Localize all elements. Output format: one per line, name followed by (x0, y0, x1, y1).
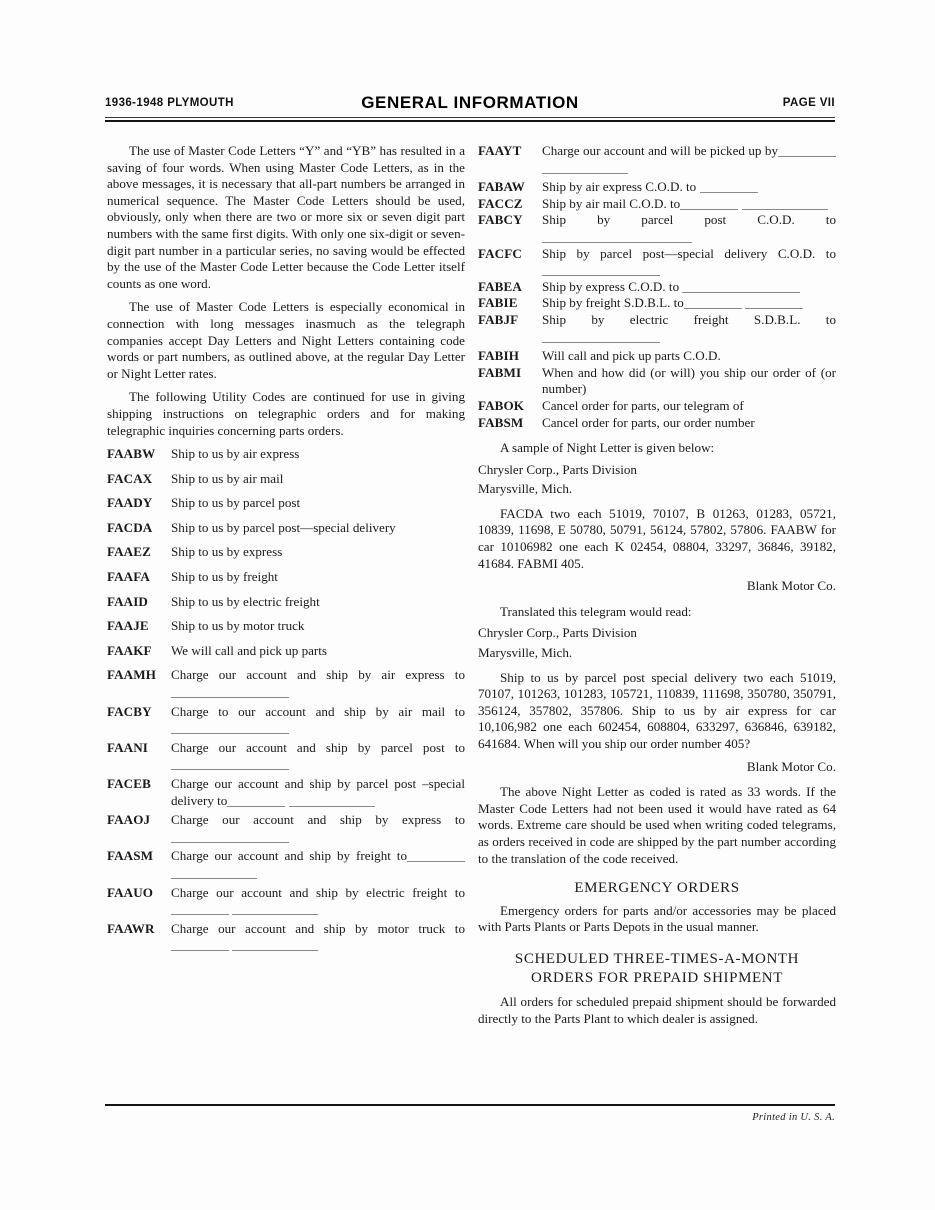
right-column (478, 143, 836, 1034)
code-description: Charge our account and ship by motor truck to (171, 921, 465, 954)
code-description: Will call and pick up parts C.O.D. (542, 348, 721, 364)
code-description: Cancel order for parts, our telegram of (542, 397, 744, 413)
code-label: FAASM (107, 848, 154, 864)
fill-in-blank (171, 842, 289, 843)
code-description: Charge our account and ship by parcel post to (171, 740, 465, 773)
header-page-number: PAGE VII (782, 97, 835, 109)
code-entry (107, 776, 465, 809)
code-label: FABIE (478, 295, 518, 311)
code-entry (107, 495, 465, 512)
fill-in-blank (227, 806, 285, 807)
code-label: FAAKF (107, 642, 152, 658)
footer-rule (105, 1104, 835, 1106)
code-label: FAABW (107, 446, 156, 462)
code-description: Ship to us by electric freight (171, 593, 320, 609)
code-description: Ship by electric freight S.D.B.L. to (542, 312, 836, 345)
code-label: FACDA (107, 519, 153, 535)
paragraph-scheduled-orders: All orders for scheduled prepaid shipment should be forwarded directly to the Parts Plant to which dealer is assigned. (478, 993, 836, 1026)
fill-in-blank (745, 308, 803, 309)
header-title: GENERAL INFORMATION (361, 93, 579, 112)
fill-in-blank (742, 209, 828, 210)
code-description: Ship by air express C.O.D. to (542, 179, 836, 196)
code-description: Ship to us by parcel post (171, 495, 301, 511)
header-rule-thick (105, 120, 835, 122)
code-description: Charge our account and ship by air express to (171, 667, 465, 700)
heading-scheduled-orders (478, 950, 836, 988)
paragraph-word-count-comparison: The above Night Letter as coded is rated as 33 words. If the Master Code Letters had not been used it would have rated as 64 words. Extreme care should be used when writing coded telegrams, as orders received in code are shipped by the part number according to the translation of the code received. (478, 784, 836, 866)
code-entry (478, 212, 836, 245)
code-description: Ship by express C.O.D. to (542, 279, 836, 296)
code-label: FABJF (478, 311, 519, 327)
code-label: FACCZ (478, 195, 523, 211)
translated-telegram-intro: Translated this telegram would read: (500, 603, 692, 619)
sample-telegram-body: FACDA two each 51019, 70107, B 01263, 01283, 05721, 10839, 11698, E 50780, 50791, 56124, 57802, 57806. FAABW for car 10106982 one each K 02454, 08804, 33297, 36846, 39182, 41684. FABMI 405. (478, 505, 836, 571)
code-label: FABSM (478, 414, 524, 430)
code-label: FAAMH (107, 667, 156, 683)
code-entry (107, 594, 465, 611)
code-entry (478, 348, 836, 365)
code-entry (478, 365, 836, 398)
fill-in-blank (700, 192, 758, 193)
code-label: FAAEZ (107, 544, 151, 560)
code-entry (107, 544, 465, 561)
code-description: Ship by parcel post C.O.D. to (542, 212, 836, 245)
translated-address-line-2: Marysville, Mich. (478, 645, 573, 661)
code-description: Ship to us by motor truck (171, 618, 305, 634)
fill-in-blank (407, 861, 465, 862)
fill-in-blank (232, 950, 318, 951)
code-description: Ship to us by air express (171, 446, 300, 462)
code-entry (478, 295, 836, 312)
code-entry (107, 643, 465, 660)
fill-in-blank (171, 733, 289, 734)
code-description: Charge our account and ship by electric freight to (171, 885, 465, 918)
code-description: Charge our account and will be picked up by (542, 143, 836, 176)
code-entry (107, 885, 465, 918)
fill-in-blank (171, 914, 229, 915)
sample-night-letter-intro: A sample of Night Letter is given below: (500, 440, 715, 456)
code-entry (107, 520, 465, 537)
code-entry (107, 569, 465, 586)
code-description: Ship to us by express (171, 544, 283, 560)
left-column (107, 143, 465, 957)
code-label: FAADY (107, 495, 153, 511)
heading-scheduled-line-2: ORDERS FOR PREPAID SHIPMENT (531, 969, 783, 986)
code-label: FAAFA (107, 569, 150, 585)
code-entry (478, 279, 836, 296)
page-header (105, 92, 835, 114)
code-entry (107, 446, 465, 463)
code-entry (107, 471, 465, 488)
footer-printed-in: Printed in U. S. A. (752, 1112, 835, 1123)
code-entry (107, 704, 465, 737)
header-rule-thin (105, 117, 835, 118)
code-description: When and how did (or will) you ship our order of (or number) (542, 364, 836, 397)
fill-in-blank (232, 914, 318, 915)
code-description: Ship to us by parcel post—special delivery (171, 519, 396, 535)
fill-in-blank (542, 242, 692, 243)
translated-telegram-body: Ship to us by parcel post special delivery two each 51019, 70107, 101263, 101283, 105721, 110839, 111698, 350780, 350791, 356124, 357802, 357806. Ship to us by air express for car 10,106,982 one each 602454, 608804, 633297, 636846, 639182, 641684. When will you ship our order number 405? (478, 669, 836, 751)
fill-in-blank (682, 292, 800, 293)
code-label: FABOK (478, 397, 525, 413)
code-description: Charge our account and ship by freight to (171, 848, 465, 881)
code-label: FAAWR (107, 920, 155, 936)
heading-scheduled-line-1: SCHEDULED THREE-TIMES-A-MONTH (514, 950, 800, 967)
code-label: FACBY (107, 703, 152, 719)
paragraph-emergency-orders: Emergency orders for parts and/or accessories may be placed with Parts Plants or Parts Depots in the usual manner. (478, 902, 836, 935)
code-label: FABAW (478, 179, 525, 195)
paragraph-master-code-savings: The use of Master Code Letters “Y” and “YB” has resulted in a saving of four words. When using Master Code Letters, as in the above messages, it is necessary that all-part numbers be arranged in numerical sequence. The Master Code Letters should be used, obviously, only when there are two or more six or seven digit part numbers with the same first digits. With only one six-digit or seven-digit part number in a particular series, no saving would be effected by the use of the Master Code Letter because the Code Letter itself counts as one word. (107, 143, 465, 291)
code-label: FAAJE (107, 618, 149, 634)
paragraph-utility-codes-intro: The following Utility Codes are continued for use in giving shipping instructions on telegraphic orders and for making telegraphic inquiries concerning parts orders. (107, 389, 465, 438)
fill-in-blank (778, 156, 836, 157)
sample-address-line-2: Marysville, Mich. (478, 481, 573, 497)
heading-emergency-orders: EMERGENCY ORDERS (574, 880, 740, 897)
code-description: Ship by air mail C.O.D. to (542, 196, 836, 213)
code-entry (478, 196, 836, 213)
translated-address-line-1: Chrysler Corp., Parts Division (478, 625, 637, 641)
code-entry (478, 312, 836, 345)
fill-in-blank (542, 342, 660, 343)
fill-in-blank (171, 697, 289, 698)
code-label: FABIH (478, 348, 519, 364)
code-label: FAANI (107, 739, 148, 755)
code-entry (107, 848, 465, 881)
header-left-model-years: 1936-1948 PLYMOUTH (105, 97, 234, 109)
fill-in-blank (171, 769, 289, 770)
code-description: Charge our account and ship by parcel post –special delivery to (171, 776, 465, 808)
code-label: FACFC (478, 245, 522, 261)
code-label: FAAUO (107, 884, 154, 900)
code-label: FABMI (478, 364, 522, 380)
paragraph-economical-long-messages: The use of Master Code Letters is especially economical in connection with long messages inasmuch as the telegraph companies accept Day Letters and Night Letters containing code words or part numbers, as outlined above, at the regular Day Letter or Night Letter rates. (107, 299, 465, 381)
fill-in-blank (542, 173, 628, 174)
code-description: Ship to us by freight (171, 569, 278, 585)
fill-in-blank (171, 950, 229, 951)
sample-address-line-1: Chrysler Corp., Parts Division (478, 461, 637, 477)
code-entry (107, 667, 465, 700)
code-description: Cancel order for parts, our order number (542, 414, 755, 430)
code-entry (478, 415, 836, 432)
code-entry (107, 740, 465, 773)
code-entry (107, 618, 465, 635)
code-label: FAAOJ (107, 812, 151, 828)
fill-in-blank (289, 806, 375, 807)
code-description: Ship to us by air mail (171, 470, 284, 486)
code-description: Charge to our account and ship by air mail to (171, 704, 465, 737)
code-label: FAAID (107, 593, 148, 609)
fill-in-blank (542, 275, 660, 276)
code-description: Ship by parcel post—special delivery C.O.D. to (542, 246, 836, 279)
fill-in-blank (680, 209, 738, 210)
code-entry (478, 398, 836, 415)
code-label: FACAX (107, 470, 153, 486)
code-label: FAAYT (478, 143, 522, 158)
code-entry (107, 921, 465, 954)
code-entry (478, 179, 836, 196)
code-description: We will call and pick up parts (171, 642, 328, 658)
code-label: FABEA (478, 278, 522, 294)
translated-telegram-signature: Blank Motor Co. (746, 758, 836, 774)
code-label: FACEB (107, 776, 151, 791)
code-label: FABCY (478, 212, 523, 228)
code-entry (107, 812, 465, 845)
fill-in-blank (684, 308, 742, 309)
fill-in-blank (171, 878, 257, 879)
code-description: Ship by freight S.D.B.L. to (542, 295, 836, 312)
code-entry (478, 246, 836, 279)
code-description: Charge our account and ship by express to (171, 812, 465, 845)
code-entry (478, 143, 836, 176)
sample-telegram-signature: Blank Motor Co. (746, 578, 836, 594)
